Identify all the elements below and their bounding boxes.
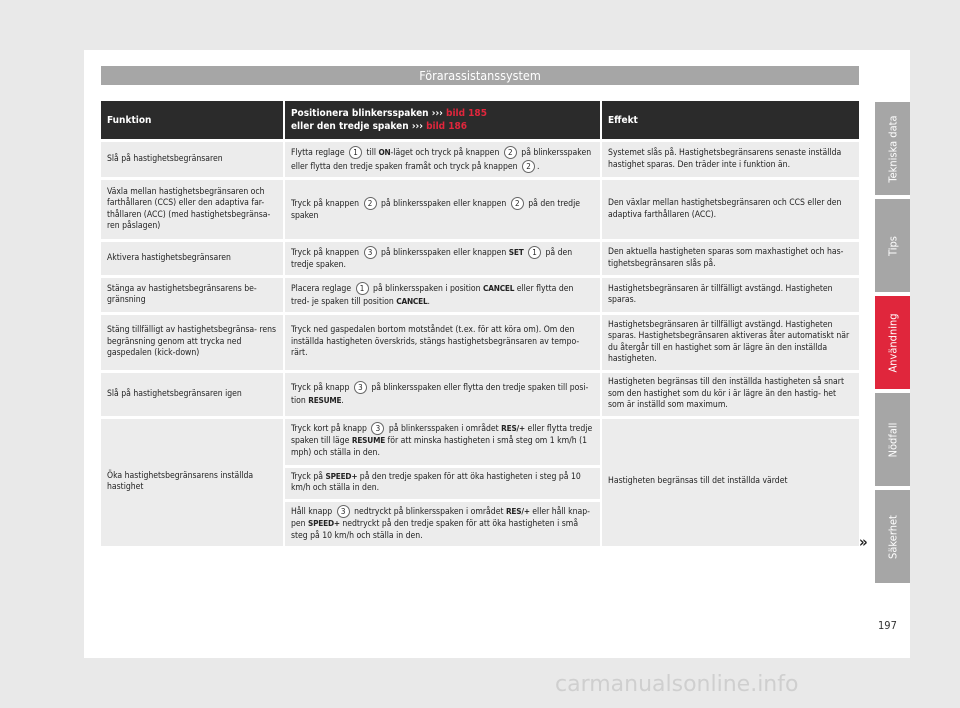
number-1-icon: 1 bbox=[356, 282, 369, 295]
text-span: . bbox=[427, 296, 430, 307]
position-cell bbox=[283, 177, 600, 239]
arrow-icon: ››› bbox=[411, 121, 423, 132]
res-plus-label: RES/+ bbox=[505, 505, 530, 516]
text-span: på blinkersspaken i området bbox=[388, 423, 499, 434]
effect-cell: Hastigheten begränsas till den inställda hastigheten så snart som den hastighet som du kör i är lägre än den hastig- het som är inställd som maximum. bbox=[600, 370, 859, 416]
set-label: SET bbox=[508, 247, 524, 257]
function-cell: Öka hastighetsbegränsarens inställda hastighet bbox=[101, 416, 283, 546]
text-span: . bbox=[536, 161, 540, 172]
text-span: på blinkersspaken eller knappen bbox=[380, 199, 507, 209]
col-header-line1: Positionera blinkersspaken bbox=[290, 108, 429, 119]
res-plus-label: RES/+ bbox=[501, 422, 526, 433]
col-header-effect: Effekt bbox=[600, 101, 859, 139]
position-cell: Tryck ned gaspedalen bortom motståndet (t.ex. för att köra om). Om den inställda hastigheten överskrids, stängs hastighetsbegränsaren av tempo- rärt. bbox=[283, 312, 600, 370]
number-3-icon: 3 bbox=[371, 422, 384, 435]
col-header-line2: eller den tredje spaken bbox=[290, 121, 409, 132]
text-span: till bbox=[366, 148, 377, 158]
number-3-icon: 3 bbox=[337, 505, 350, 518]
step-2 bbox=[285, 465, 600, 499]
step-1 bbox=[285, 419, 600, 465]
effect-cell: Systemet slås på. Hastighetsbegränsarens senaste inställda hastighet sparas. Den träder inte i funktion än. bbox=[600, 139, 859, 177]
on-label: ON bbox=[378, 147, 391, 157]
function-table bbox=[101, 101, 859, 546]
tab-label: Tekniska data bbox=[886, 114, 899, 183]
effect-cell: Hastighetsbegränsaren är tillfälligt avstängd. Hastigheten sparas. bbox=[600, 275, 859, 312]
text-span: nedtryckt på den tredje spaken för att öka hastigheten i små steg på 10 km/h och ställa in den. bbox=[290, 519, 579, 541]
text-span: på blinkersspaken eller flytta den tredje spaken till posi- tion bbox=[290, 383, 589, 406]
text-span: Flytta reglage bbox=[290, 148, 345, 158]
speed-plus-label: SPEED+ bbox=[308, 518, 340, 528]
tab-anvandning[interactable] bbox=[875, 296, 910, 389]
table-row bbox=[101, 239, 859, 275]
page-title: Förarassistanssystem bbox=[101, 66, 859, 85]
tab-sakerhet[interactable] bbox=[875, 490, 910, 583]
text-span: -läget och tryck på knappen bbox=[390, 148, 500, 158]
col-header-position bbox=[283, 101, 600, 139]
text-span: på den tredje spaken för att öka hastigheten i steg på 10 km/h och ställa in den. bbox=[290, 471, 581, 493]
text-span: Tryck på bbox=[290, 471, 323, 482]
function-cell: Slå på hastighetsbegränsaren igen bbox=[101, 370, 283, 416]
tab-label: Säkerhet bbox=[886, 514, 899, 559]
text-span: på den tredje spaken. bbox=[290, 248, 573, 270]
text-span: på den tredje spaken bbox=[290, 199, 580, 221]
cancel-label: CANCEL bbox=[396, 295, 428, 306]
position-cell bbox=[283, 139, 600, 177]
tab-tekniska-data[interactable] bbox=[875, 102, 910, 195]
number-1-icon: 1 bbox=[528, 246, 541, 259]
col-header-function: Funktion bbox=[101, 101, 283, 139]
watermark: carmanualsonline.info bbox=[555, 672, 799, 697]
effect-cell: Hastigheten begränsas till det inställda värdet bbox=[600, 416, 859, 546]
text-span: eller flytta den tred- je spaken till position bbox=[290, 284, 574, 307]
table-row bbox=[101, 312, 859, 370]
text-span: eller håll knap- pen bbox=[290, 506, 590, 529]
table-row bbox=[101, 275, 859, 312]
number-2-icon: 2 bbox=[504, 146, 517, 159]
resume-label: RESUME bbox=[308, 394, 342, 405]
text-span: Tryck på knapp bbox=[290, 383, 350, 394]
text-span: nedtryckt på blinkersspaken i området bbox=[354, 506, 504, 517]
position-cell bbox=[283, 239, 600, 275]
tab-nodfall[interactable] bbox=[875, 393, 910, 486]
text-span: eller flytta tredje spaken till läge bbox=[290, 423, 593, 446]
tab-label: Nödfall bbox=[886, 422, 899, 457]
step-3 bbox=[285, 499, 600, 546]
function-cell: Aktivera hastighetsbegränsaren bbox=[101, 239, 283, 275]
arrow-icon: ››› bbox=[431, 108, 443, 119]
number-2-icon: 2 bbox=[364, 197, 377, 210]
tab-label: Tips bbox=[886, 235, 899, 256]
function-cell: Stäng tillfälligt av hastighetsbegränsa- rens begränsning genom att trycka ned gaspedalen (kick-down) bbox=[101, 312, 283, 370]
table-row bbox=[101, 370, 859, 416]
text-span: . bbox=[341, 395, 344, 406]
tab-tips[interactable] bbox=[875, 199, 910, 292]
text-span: Tryck kort på knapp bbox=[290, 423, 367, 434]
function-cell: Stänga av hastighetsbegränsarens be- gränsning bbox=[101, 275, 283, 312]
table-row bbox=[101, 177, 859, 239]
text-span: Placera reglage bbox=[290, 284, 352, 294]
text-span: Tryck på knappen bbox=[290, 199, 360, 209]
resume-label: RESUME bbox=[351, 435, 386, 445]
table-row bbox=[101, 139, 859, 177]
position-cell bbox=[283, 370, 600, 416]
effect-cell: Den växlar mellan hastighetsbegränsaren och CCS eller den adaptiva farthållaren (ACC). bbox=[600, 177, 859, 239]
number-2-icon: 2 bbox=[511, 197, 524, 210]
text-span: på blinkersspaken eller knappen bbox=[380, 248, 507, 258]
text-span: för att minska hastigheten i små steg om 1 km/h (1 mph) och ställa in den. bbox=[290, 436, 588, 458]
text-span: på blinkersspaken i position bbox=[373, 284, 481, 294]
tab-label: Användning bbox=[886, 312, 899, 373]
number-2-icon: 2 bbox=[522, 160, 535, 173]
figure-link[interactable]: bild 185 bbox=[446, 108, 487, 119]
function-cell: Växla mellan hastighetsbegränsaren och farthållaren (CCS) eller den adaptiva far- thållaren (ACC) (med hastighetsbegränsa- ren påslagen) bbox=[101, 177, 283, 239]
number-1-icon: 1 bbox=[349, 146, 362, 159]
text-span: på blinkersspaken eller flytta den tredje spaken framåt och tryck på knappen bbox=[290, 148, 592, 172]
continue-arrow-icon: » bbox=[859, 533, 868, 551]
function-cell: Slå på hastighetsbegränsaren bbox=[101, 139, 283, 177]
position-cell bbox=[283, 416, 600, 546]
table-header-row bbox=[101, 101, 859, 139]
text-span: Håll knapp bbox=[290, 506, 333, 517]
effect-cell: Hastighetsbegränsaren är tillfälligt avstängd. Hastigheten sparas. Hastighetsbegränsaren aktiveras åter automatiskt när du återgår till en hastighet som är lägre än den inställda hastigheten. bbox=[600, 312, 859, 370]
text-span: Tryck på knappen bbox=[290, 248, 360, 258]
cancel-label: CANCEL bbox=[483, 283, 515, 293]
position-cell bbox=[283, 275, 600, 312]
number-3-icon: 3 bbox=[364, 246, 377, 259]
table-row bbox=[101, 416, 859, 546]
page-number: 197 bbox=[878, 619, 897, 632]
number-3-icon: 3 bbox=[354, 381, 367, 394]
effect-cell: Den aktuella hastigheten sparas som maxhastighet och has- tighetsbegränsaren slås på. bbox=[600, 239, 859, 275]
figure-link[interactable]: bild 186 bbox=[426, 121, 468, 132]
speed-plus-label: SPEED+ bbox=[325, 470, 358, 481]
